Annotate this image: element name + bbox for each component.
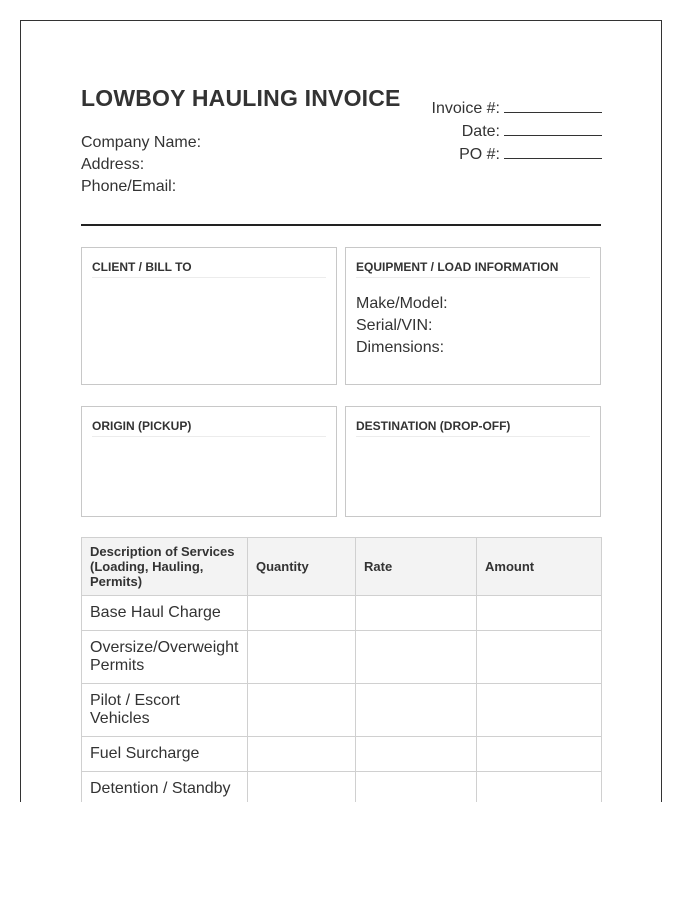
col-quantity-header: Quantity (248, 538, 356, 596)
phone-email-label: Phone/Email: (81, 178, 177, 195)
client-box[interactable] (81, 247, 337, 385)
table-header-row (82, 538, 602, 596)
table-row (82, 596, 602, 631)
services-table (81, 537, 602, 802)
row-rate-cell[interactable] (356, 737, 477, 772)
po-number-row (432, 143, 602, 166)
row-quantity-cell[interactable] (248, 772, 356, 803)
row-quantity-cell[interactable] (248, 684, 356, 737)
make-model-label: Make/Model: (356, 295, 448, 312)
table-row (82, 772, 602, 803)
row-rate-cell[interactable] (356, 631, 477, 684)
equipment-body (356, 293, 590, 359)
invoice-number-row (432, 97, 602, 120)
date-row (432, 120, 602, 143)
address-label: Address: (81, 156, 145, 173)
row-amount-cell[interactable] (477, 772, 602, 803)
origin-heading: ORIGIN (PICKUP) (92, 419, 326, 437)
table-row (82, 631, 602, 684)
origin-box[interactable] (81, 406, 337, 517)
col-rate-header: Rate (356, 538, 477, 596)
row-rate-cell[interactable] (356, 684, 477, 737)
row-description: Pilot / Escort Vehicles (82, 684, 248, 737)
invoice-number-label: Invoice #: (431, 100, 500, 117)
po-number-label: PO #: (459, 146, 500, 163)
invoice-number-field[interactable] (504, 98, 602, 113)
dimensions-label: Dimensions: (356, 339, 445, 356)
row-amount-cell[interactable] (477, 737, 602, 772)
date-label: Date: (461, 123, 500, 140)
equipment-heading: EQUIPMENT / LOAD INFORMATION (356, 260, 590, 278)
row-amount-cell[interactable] (477, 684, 602, 737)
table-row (82, 737, 602, 772)
invoice-page (20, 20, 662, 802)
col-amount-header: Amount (477, 538, 602, 596)
col-description-header: Description of Services (Loading, Hauling, Permits) (82, 538, 248, 596)
company-info (81, 132, 201, 198)
equipment-box[interactable] (345, 247, 601, 385)
company-name-label: Company Name: (81, 134, 202, 151)
table-row (82, 684, 602, 737)
row-quantity-cell[interactable] (248, 737, 356, 772)
row-description: Fuel Surcharge (82, 737, 248, 772)
header-divider (81, 224, 601, 226)
row-amount-cell[interactable] (477, 596, 602, 631)
serial-vin-label: Serial/VIN: (356, 317, 433, 334)
destination-heading: DESTINATION (DROP-OFF) (356, 419, 590, 437)
date-field[interactable] (504, 121, 602, 136)
row-description: Detention / Standby (82, 772, 248, 803)
row-rate-cell[interactable] (356, 596, 477, 631)
client-heading: CLIENT / BILL TO (92, 260, 326, 278)
row-rate-cell[interactable] (356, 772, 477, 803)
row-quantity-cell[interactable] (248, 631, 356, 684)
po-number-field[interactable] (504, 144, 602, 159)
row-description: Oversize/Overweight Permits (82, 631, 248, 684)
invoice-meta (432, 97, 602, 166)
row-quantity-cell[interactable] (248, 596, 356, 631)
row-amount-cell[interactable] (477, 631, 602, 684)
row-description: Base Haul Charge (82, 596, 248, 631)
destination-box[interactable] (345, 406, 601, 517)
invoice-title: LOWBOY HAULING INVOICE (81, 85, 401, 111)
